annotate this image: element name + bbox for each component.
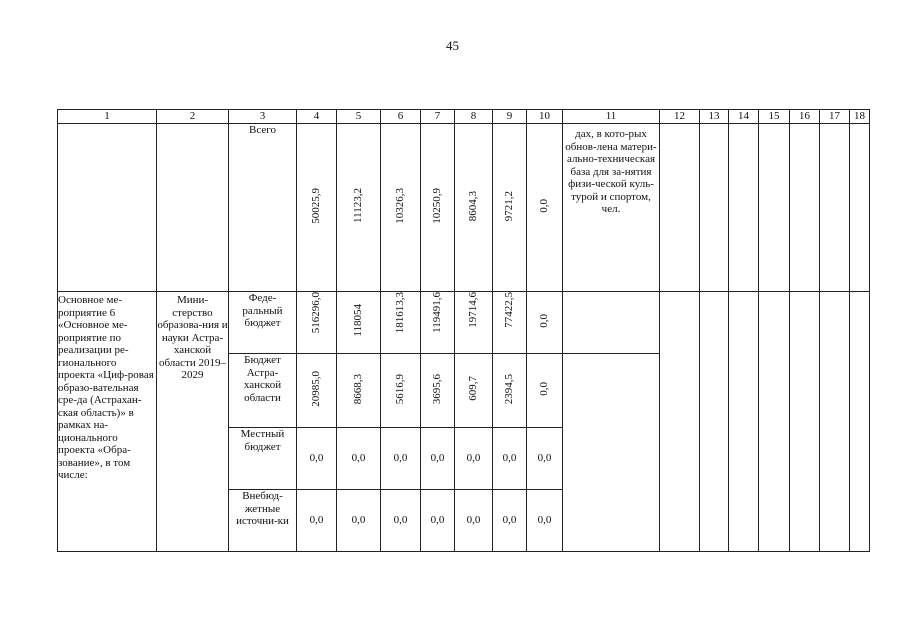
total-value: 50025,9 [310, 187, 323, 224]
funding-value: 5616,9 [394, 373, 407, 404]
column-header: 4 [297, 110, 337, 124]
column-header: 3 [229, 110, 297, 124]
table-cell [700, 292, 729, 552]
total-row [58, 124, 870, 292]
funding-value: 181613,3 [394, 292, 407, 334]
table-cell [421, 124, 455, 292]
column-header: 2 [157, 110, 229, 124]
funding-value: 3695,6 [431, 373, 444, 404]
column-header: 18 [850, 110, 870, 124]
table-cell [58, 124, 157, 292]
table-cell [563, 292, 660, 354]
funding-value: 77422,5 [503, 292, 516, 328]
total-label: Всего [229, 124, 297, 292]
total-value: 8604,3 [467, 190, 480, 221]
table-cell [527, 354, 563, 428]
column-header: 6 [381, 110, 421, 124]
funding-value: 0,0 [297, 490, 337, 552]
table-cell [337, 354, 381, 428]
table-cell [381, 292, 421, 354]
funding-value: 0,0 [337, 428, 381, 490]
funding-value: 8668,3 [352, 373, 365, 404]
column-header: 13 [700, 110, 729, 124]
table-cell [790, 124, 820, 292]
funding-value: 0,0 [455, 490, 493, 552]
funding-value: 0,0 [493, 490, 527, 552]
funding-value: 0,0 [381, 490, 421, 552]
table-cell [493, 292, 527, 354]
table-cell [660, 292, 700, 552]
table-cell [820, 124, 850, 292]
total-value: 9721,2 [503, 190, 516, 221]
funding-value: 0,0 [455, 428, 493, 490]
funding-value: 118054 [352, 304, 365, 338]
table-cell [421, 292, 455, 354]
table-cell [527, 124, 563, 292]
funding-value: 19714,6 [467, 292, 480, 328]
funding-value: 0,0 [493, 428, 527, 490]
column-number-row [58, 110, 870, 124]
column-header: 7 [421, 110, 455, 124]
funding-value: 0,0 [527, 428, 563, 490]
funding-value: 0,0 [421, 428, 455, 490]
indicator-text: дах, в кото-рых обнов-лена матери-ально-техническая база для за-нятия физи-ческой куль-турой и спортом, чел. [563, 124, 660, 292]
column-header: 11 [563, 110, 660, 124]
column-header: 14 [729, 110, 759, 124]
table-cell [455, 354, 493, 428]
table-cell [850, 124, 870, 292]
table-cell [563, 354, 660, 552]
table-cell [850, 292, 870, 552]
funding-source: Бюджет Астра-ханской области [229, 354, 297, 428]
funding-value: 119491,6 [431, 292, 444, 333]
column-header: 12 [660, 110, 700, 124]
funding-value: 0,0 [538, 313, 551, 328]
table-cell [337, 124, 381, 292]
column-header: 16 [790, 110, 820, 124]
table-cell [759, 124, 790, 292]
funding-value: 2394,5 [503, 373, 516, 404]
funding-row-federal [58, 292, 870, 354]
page-number: 45 [446, 38, 459, 53]
column-header: 10 [527, 110, 563, 124]
column-header: 9 [493, 110, 527, 124]
table-cell [700, 124, 729, 292]
column-header: 5 [337, 110, 381, 124]
column-header: 17 [820, 110, 850, 124]
funding-source: Внебюд-жетные источни-ки [229, 490, 297, 552]
table-cell [790, 292, 820, 552]
table-cell [527, 292, 563, 354]
column-header: 8 [455, 110, 493, 124]
event-name: Основное ме-роприятие 6 «Основное ме-роприятие по реализации ре-гионального проекта «Циф-ровая образо-вательная сре-да (Астрахан-ская область)» в рамках на-ционального проекта «Обра-зование», в том числе: [58, 292, 157, 552]
table-cell [455, 292, 493, 354]
funding-value: 609,7 [467, 376, 480, 402]
table-cell [337, 292, 381, 354]
funding-value: 0,0 [381, 428, 421, 490]
table-cell [297, 354, 337, 428]
table-cell [759, 292, 790, 552]
column-header: 1 [58, 110, 157, 124]
table-cell [157, 124, 229, 292]
table-cell [493, 124, 527, 292]
table-cell [381, 124, 421, 292]
funding-value: 516296,0 [310, 292, 323, 334]
funding-source: Феде-ральный бюджет [229, 292, 297, 354]
table-cell [421, 354, 455, 428]
table-cell [820, 292, 850, 552]
table-cell [493, 354, 527, 428]
funding-value: 0,0 [421, 490, 455, 552]
table-cell [660, 124, 700, 292]
table-cell [297, 292, 337, 354]
funding-source: Местный бюджет [229, 428, 297, 490]
table-cell [297, 124, 337, 292]
program-table [57, 109, 870, 552]
table-cell [729, 124, 759, 292]
total-value: 11123,2 [352, 188, 365, 224]
table-cell [381, 354, 421, 428]
funding-value: 0,0 [297, 428, 337, 490]
funding-value: 0,0 [337, 490, 381, 552]
total-value: 10250,9 [431, 187, 444, 224]
table-cell [729, 292, 759, 552]
column-header: 15 [759, 110, 790, 124]
total-value: 0,0 [538, 198, 551, 213]
table-cell [455, 124, 493, 292]
funding-value: 0,0 [527, 490, 563, 552]
funding-value: 20985,0 [310, 370, 323, 407]
event-executor: Мини-стерство образова-ния и науки Астра-ханской области 2019–2029 [157, 292, 229, 552]
funding-value: 0,0 [538, 381, 551, 396]
total-value: 10326,3 [394, 187, 407, 224]
